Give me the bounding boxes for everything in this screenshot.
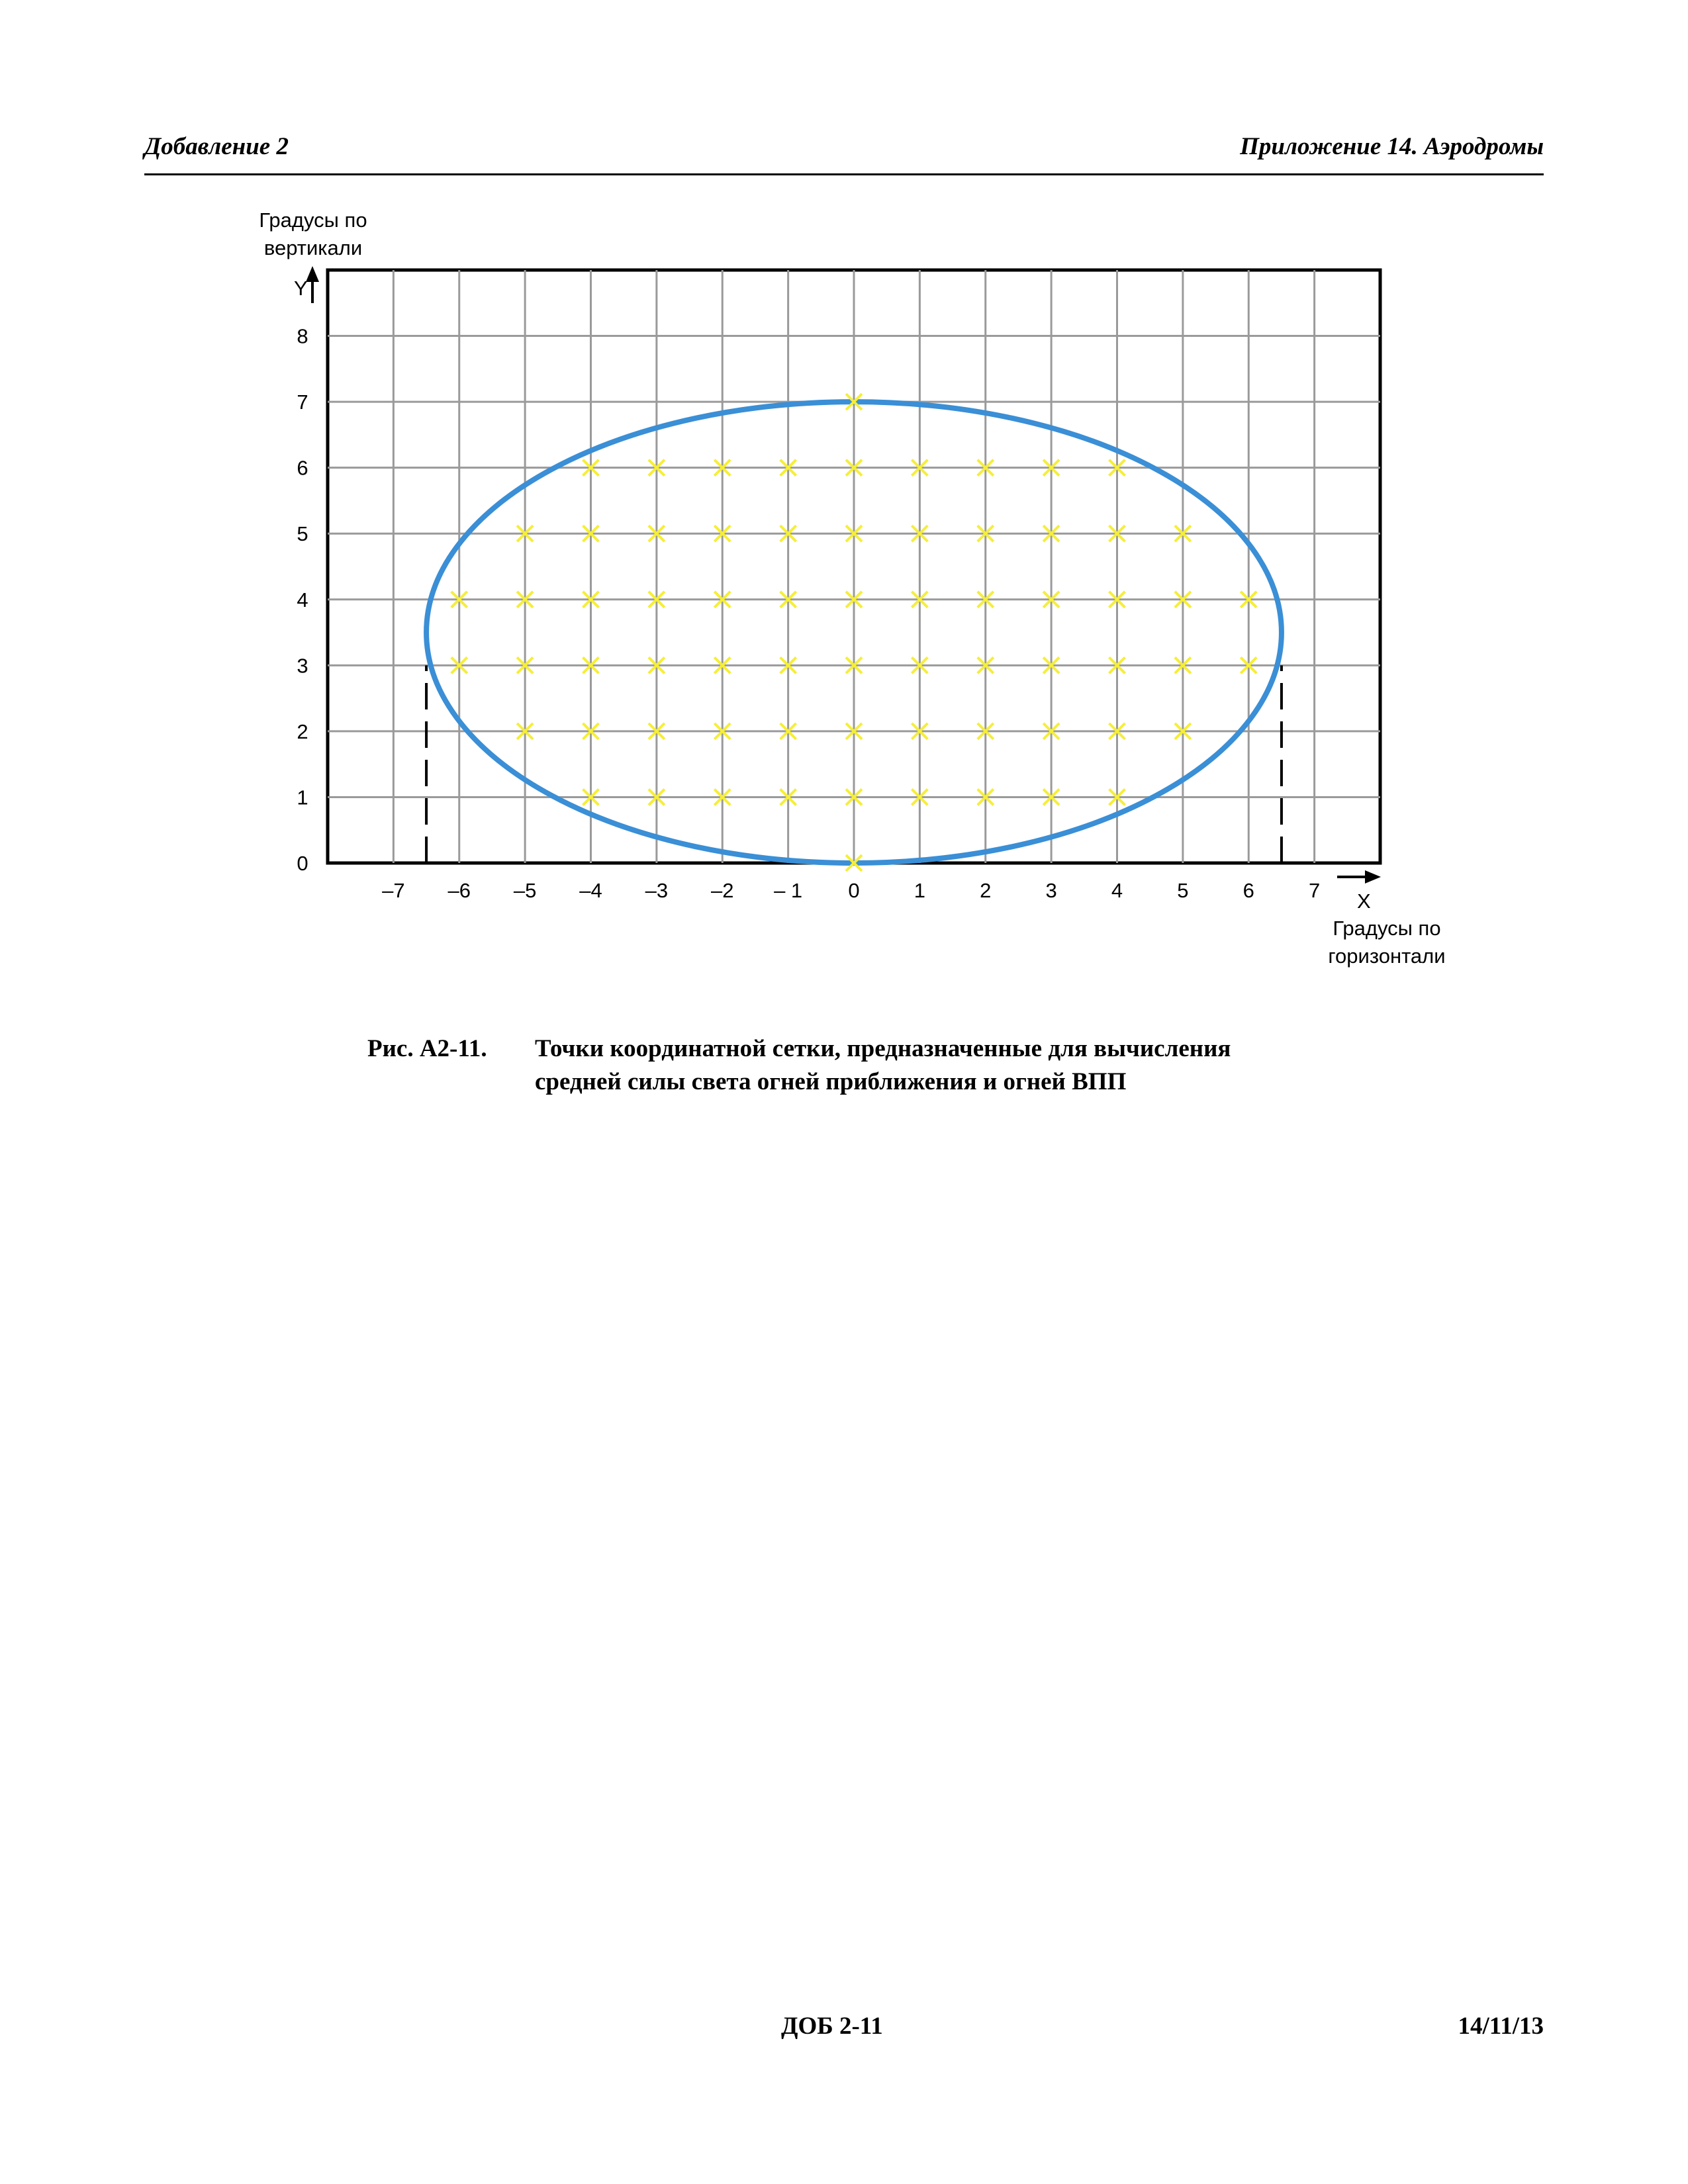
y-axis-arrow-head [306,266,319,282]
tick-labels [297,325,1320,902]
x-axis-title-line1: Градусы по [1333,917,1441,940]
y-axis-letter: Y [294,277,308,300]
x-tick-label: 6 [1243,879,1254,902]
x-axis-arrow-head [1365,870,1381,884]
x-tick-label: –6 [447,879,471,902]
x-tick-label: –3 [645,879,669,902]
x-tick-label: 2 [980,879,992,902]
caption-line2: средней силы света огней приближения и огней ВПП [535,1068,1127,1095]
y-tick-label: 6 [297,456,308,480]
y-tick-label: 4 [297,588,308,612]
y-tick-label: 8 [297,324,308,348]
x-tick-label: 7 [1309,879,1321,902]
header-right: Приложение 14. Аэродромы [1240,133,1544,160]
y-tick-label: 3 [297,654,308,678]
footer-date: 14/11/13 [1458,2013,1544,2040]
x-axis-letter: X [1357,889,1371,913]
x-tick-label: –5 [513,879,537,902]
header-left: Добавление 2 [144,133,289,160]
y-axis-title-line2: вертикали [263,236,363,259]
x-tick-label: – 1 [774,879,803,902]
x-tick-label: –7 [382,879,405,902]
x-tick-label: 0 [848,879,860,902]
x-tick-label: 3 [1045,879,1057,902]
caption-label: Рис. A2-11. [367,1035,487,1062]
y-tick-label: 2 [297,719,308,743]
y-axis-title-line1: Градусы по [259,208,367,232]
x-tick-label: 1 [914,879,925,902]
x-tick-label: –2 [711,879,734,902]
x-tick-label: 5 [1177,879,1189,902]
x-axis-title-line2: горизонтали [1328,944,1446,968]
y-tick-label: 5 [297,522,308,546]
y-tick-label: 0 [297,852,308,875]
grid-points-chart [0,0,1688,993]
x-tick-label: 4 [1111,879,1123,902]
caption-line1: Точки координатной сетки, предназначенные для вычисления [535,1035,1231,1062]
y-tick-label: 1 [297,786,308,809]
grid-lines [328,270,1380,863]
y-tick-label: 7 [297,390,308,414]
footer-page-number: ДОБ 2-11 [781,2013,883,2040]
x-tick-label: –4 [579,879,602,902]
